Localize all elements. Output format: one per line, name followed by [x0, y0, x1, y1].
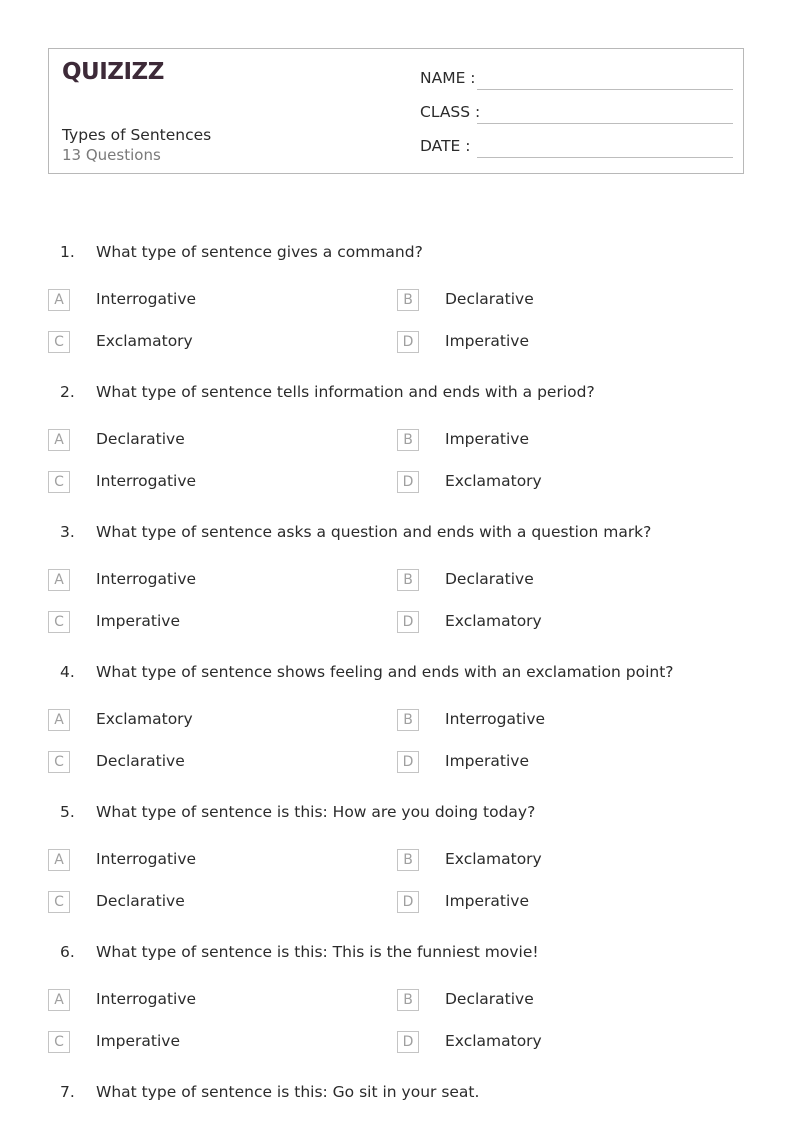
class-line[interactable] — [477, 123, 733, 124]
question-number: 5. — [60, 803, 75, 821]
option-c[interactable] — [48, 471, 348, 495]
question-number: 4. — [60, 663, 75, 681]
name-line[interactable] — [477, 89, 733, 90]
option-text: Exclamatory — [445, 1032, 542, 1050]
option-d[interactable] — [397, 471, 697, 495]
name-label: NAME : — [420, 69, 476, 87]
option-text: Exclamatory — [445, 850, 542, 868]
question-number: 7. — [60, 1083, 75, 1101]
option-a[interactable] — [48, 989, 348, 1013]
option-letter-box[interactable]: D — [397, 891, 419, 913]
date-label: DATE : — [420, 137, 471, 155]
option-letter-box[interactable]: B — [397, 849, 419, 871]
class-field[interactable] — [420, 103, 733, 125]
question-number: 2. — [60, 383, 75, 401]
question-2 — [0, 383, 794, 523]
option-text: Interrogative — [445, 710, 546, 728]
option-letter-box[interactable]: D — [397, 611, 419, 633]
option-letter-box[interactable]: D — [397, 751, 419, 773]
option-letter-box[interactable]: D — [397, 1031, 419, 1053]
option-text: Imperative — [96, 612, 181, 630]
question-3 — [0, 523, 794, 663]
option-text: Declarative — [96, 752, 185, 770]
option-text: Interrogative — [96, 472, 197, 490]
option-c[interactable] — [48, 751, 348, 775]
option-a[interactable] — [48, 709, 348, 733]
option-letter-box[interactable]: A — [48, 569, 70, 591]
option-b[interactable] — [397, 989, 697, 1013]
option-text: Exclamatory — [96, 710, 193, 728]
question-number: 6. — [60, 943, 75, 961]
question-count: 13 Questions — [62, 146, 161, 164]
question-4 — [0, 663, 794, 803]
option-text: Interrogative — [96, 290, 197, 308]
question-6 — [0, 943, 794, 1083]
option-d[interactable] — [397, 751, 697, 775]
worksheet-header — [48, 48, 744, 174]
option-letter-box[interactable]: A — [48, 849, 70, 871]
option-c[interactable] — [48, 891, 348, 915]
option-letter-box[interactable]: B — [397, 289, 419, 311]
option-letter-box[interactable]: C — [48, 611, 70, 633]
question-text: What type of sentence is this: Go sit in your seat. — [96, 1083, 480, 1101]
option-b[interactable] — [397, 429, 697, 453]
question-text: What type of sentence is this: How are you doing today? — [96, 803, 536, 821]
option-a[interactable] — [48, 289, 348, 313]
option-text: Interrogative — [96, 850, 197, 868]
option-letter-box[interactable]: B — [397, 429, 419, 451]
option-d[interactable] — [397, 1031, 697, 1055]
option-text: Declarative — [445, 990, 534, 1008]
option-letter-box[interactable]: B — [397, 989, 419, 1011]
option-text: Exclamatory — [445, 612, 542, 630]
date-line[interactable] — [477, 157, 733, 158]
option-d[interactable] — [397, 891, 697, 915]
question-text: What type of sentence asks a question and ends with a question mark? — [96, 523, 652, 541]
option-text: Exclamatory — [445, 472, 542, 490]
question-7 — [0, 1083, 794, 1113]
option-letter-box[interactable]: D — [397, 331, 419, 353]
question-text: What type of sentence shows feeling and ends with an exclamation point? — [96, 663, 674, 681]
option-text: Declarative — [96, 892, 185, 910]
option-text: Imperative — [445, 752, 530, 770]
option-letter-box[interactable]: C — [48, 891, 70, 913]
option-a[interactable] — [48, 569, 348, 593]
option-letter-box[interactable]: A — [48, 709, 70, 731]
option-letter-box[interactable]: C — [48, 331, 70, 353]
option-letter-box[interactable]: B — [397, 569, 419, 591]
option-text: Imperative — [445, 332, 530, 350]
quizizz-logo: QUIZIZZ — [62, 59, 164, 85]
option-text: Exclamatory — [96, 332, 193, 350]
option-c[interactable] — [48, 611, 348, 635]
option-d[interactable] — [397, 611, 697, 635]
option-text: Interrogative — [96, 990, 197, 1008]
option-a[interactable] — [48, 849, 348, 873]
option-letter-box[interactable]: D — [397, 471, 419, 493]
question-5 — [0, 803, 794, 943]
question-text: What type of sentence gives a command? — [96, 243, 423, 261]
option-letter-box[interactable]: C — [48, 751, 70, 773]
option-b[interactable] — [397, 569, 697, 593]
question-1 — [0, 243, 794, 383]
option-text: Declarative — [445, 570, 534, 588]
option-text: Imperative — [445, 430, 530, 448]
option-text: Imperative — [445, 892, 530, 910]
class-label: CLASS : — [420, 103, 481, 121]
question-number: 1. — [60, 243, 75, 261]
option-letter-box[interactable]: A — [48, 289, 70, 311]
option-a[interactable] — [48, 429, 348, 453]
date-field[interactable] — [420, 137, 733, 159]
option-letter-box[interactable]: C — [48, 471, 70, 493]
option-b[interactable] — [397, 709, 697, 733]
option-letter-box[interactable]: B — [397, 709, 419, 731]
name-field[interactable] — [420, 69, 733, 91]
option-b[interactable] — [397, 289, 697, 313]
option-text: Imperative — [96, 1032, 181, 1050]
option-text: Declarative — [445, 290, 534, 308]
worksheet-title: Types of Sentences — [62, 126, 212, 144]
option-letter-box[interactable]: A — [48, 989, 70, 1011]
question-text: What type of sentence tells information and ends with a period? — [96, 383, 595, 401]
question-text: What type of sentence is this: This is the funniest movie! — [96, 943, 539, 961]
option-text: Declarative — [96, 430, 185, 448]
option-c[interactable] — [48, 1031, 348, 1055]
option-letter-box[interactable]: A — [48, 429, 70, 451]
option-text: Interrogative — [96, 570, 197, 588]
option-b[interactable] — [397, 849, 697, 873]
option-letter-box[interactable]: C — [48, 1031, 70, 1053]
question-number: 3. — [60, 523, 75, 541]
option-c[interactable] — [48, 331, 348, 355]
option-d[interactable] — [397, 331, 697, 355]
